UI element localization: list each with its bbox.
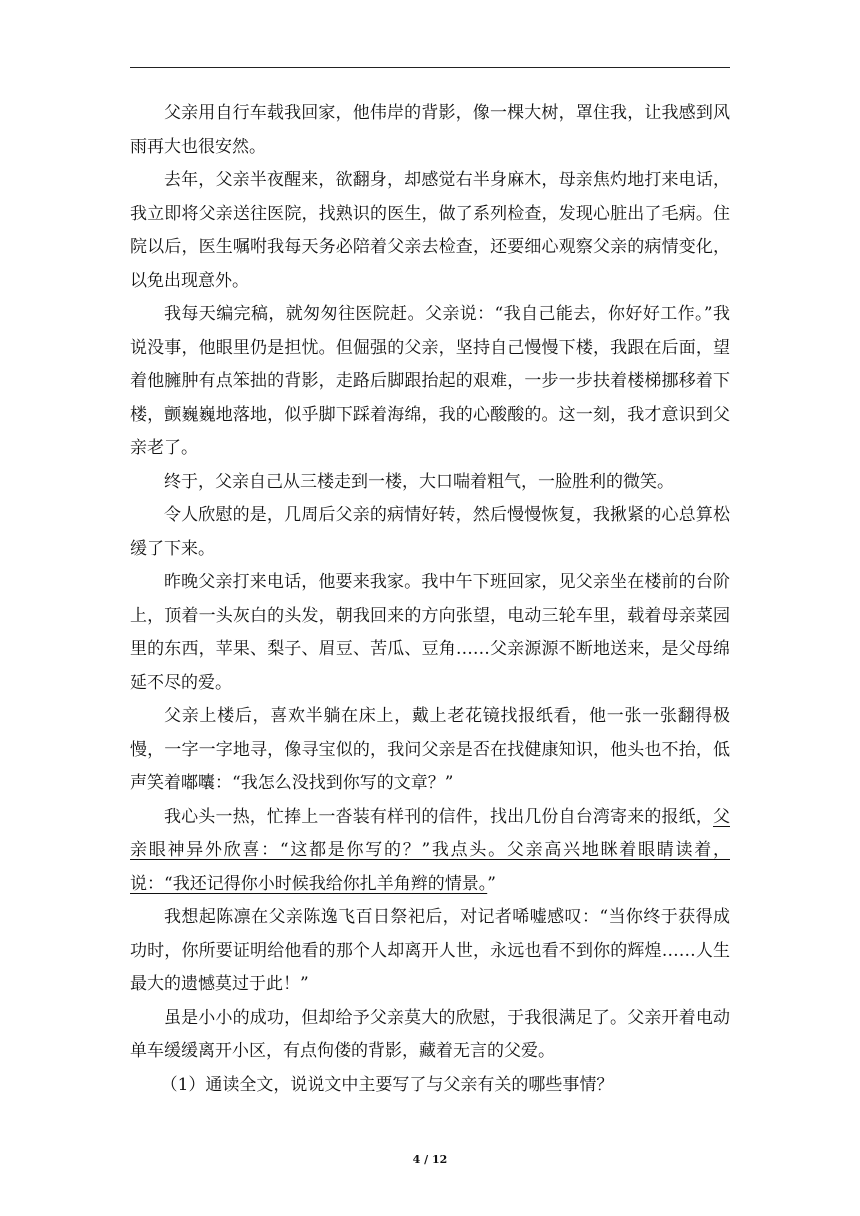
paragraph-samples	[130, 801, 730, 902]
paragraph-hospital: 去年，父亲半夜醒来，欲翻身，却感觉右半身麻木，母亲焦灼地打来电话，我立即将父亲送往医院，找熟识的医生，做了系列检查，发现心脏出了毛病。住院以后，医生嘱咐我每天务必陪着父亲去检查，还要细心观察父亲的病情变化，以免出现意外。	[130, 170, 730, 291]
paragraph-newspaper: 父亲上楼后，喜欢半躺在床上，戴上老花镜找报纸看，他一张一张翻得极慢，一字一字地寻，像寻宝似的，我问父亲是否在找健康知识，他头也不抬，低声笑着嘟囔：“我怎么没找到你写的文章？”	[130, 706, 730, 793]
paragraph-samples-text: 我心头一热，忙捧上一沓装有样刊的信件，找出几份自台湾寄来的报纸，	[164, 806, 713, 827]
paragraph-bicycle: 父亲用自行车载我回家，他伟岸的背影，像一棵大树，罩住我，让我感到风雨再大也很安然。	[130, 103, 730, 157]
paragraph-stairs: 我每天编完稿，就匆匆往医院赶。父亲说：“我自己能去，你好好工作。”我说没事，他眼里仍是担忧。但倔强的父亲，坚持自己慢慢下楼，我跟在后面，望着他臃肿有点笨拙的背影，走路后脚跟抬起的艰难，一步一步扶着楼梯挪移着下楼，颤巍巍地落地，似乎脚下踩着海绵，我的心酸酸的。这一刻，我才意识到父亲老了。	[130, 304, 730, 458]
paragraph-victory: 终于，父亲自己从三楼走到一楼，大口喘着粗气，一脸胜利的微笑。	[164, 471, 674, 492]
header-rule	[130, 67, 730, 68]
paragraph-ending: 虽是小小的成功，但却给予父亲莫大的欣慰，于我很满足了。父亲开着电动单车缓缓离开小区，有点佝偻的背影，藏着无言的父爱。	[130, 1007, 730, 1061]
paragraph-recovery: 令人欣慰的是，几周后父亲的病情好转，然后慢慢恢复，我揪紧的心总算松缓了下来。	[130, 505, 730, 559]
underlined-passage: 父亲眼神异外欣喜：“这都是你写的？”我点头。父亲高兴地眯着眼睛读着，说：“我还记得你小时候我给你扎羊角辫的情景。	[130, 806, 730, 894]
paragraph-chen-lin: 我想起陈凛在父亲陈逸飞百日祭祀后，对记者唏嘘感叹：“当你终于获得成功时，你所要证明给他看的那个人却离开人世，永远也看不到你的辉煌……人生最大的遗憾莫过于此！”	[130, 907, 730, 994]
question-1: （1）通读全文，说说文中主要写了与父亲有关的哪些事情？	[160, 1074, 614, 1095]
page-number: 4 / 12	[412, 1153, 448, 1166]
paragraph-visit: 昨晚父亲打来电话，他要来我家。我中午下班回家，见父亲坐在楼前的台阶上，顶着一头灰白的头发，朝我回来的方向张望，电动三轮车里，载着母亲菜园里的东西，苹果、梨子、眉豆、苦瓜、豆角……父亲源源不断地送来，是父母绵延不尽的爱。	[130, 572, 730, 693]
document-body	[130, 97, 730, 1102]
paragraph-samples-tail: ”	[487, 873, 496, 894]
